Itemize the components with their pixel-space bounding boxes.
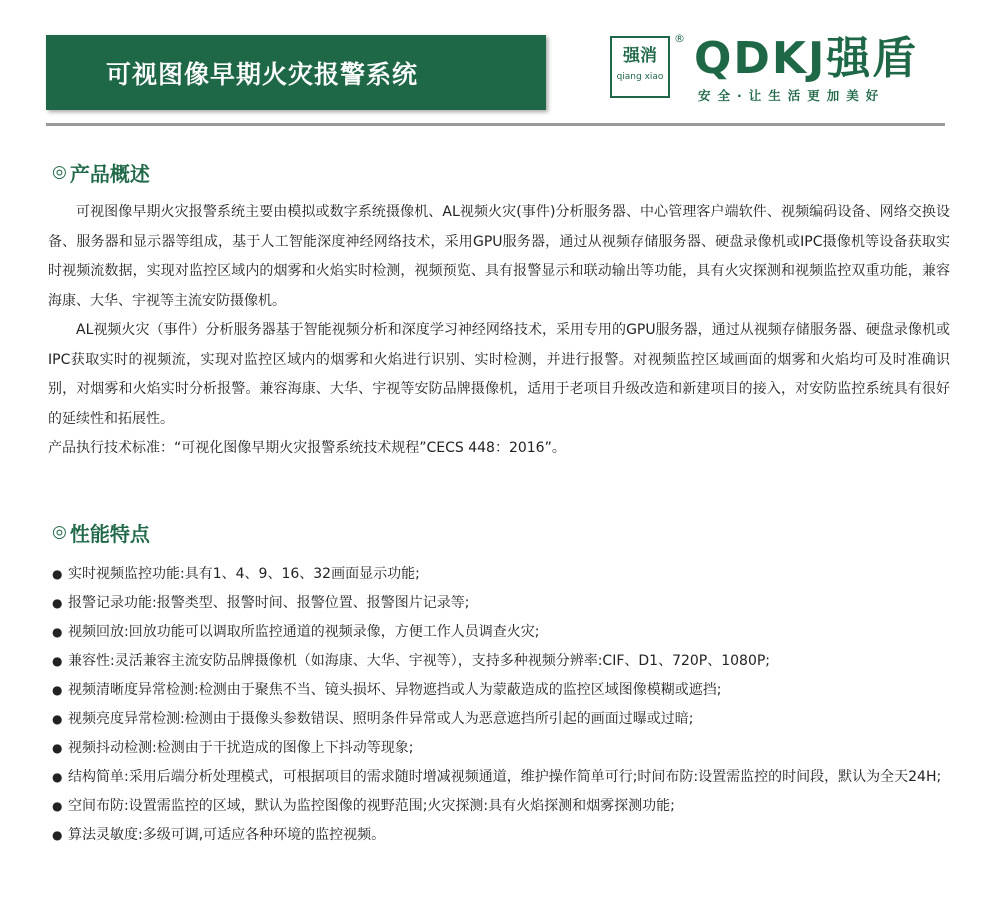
list-item xyxy=(52,560,952,589)
company-logo xyxy=(610,32,948,106)
list-item xyxy=(52,792,952,821)
registered-mark: ® xyxy=(674,32,685,45)
feature-text: 视频回放:回放功能可以调取所监控通道的视频录像，方便工作人员调查火灾; xyxy=(68,624,540,640)
section-title-features: 性能特点 xyxy=(69,521,150,546)
bullet-icon: ● xyxy=(52,828,63,842)
bullet-icon: ● xyxy=(52,741,63,755)
bullet-icon: ● xyxy=(52,654,63,668)
bullet-icon: ● xyxy=(52,712,63,726)
section-title-overview: 产品概述 xyxy=(69,161,150,186)
header-divider xyxy=(46,123,945,126)
list-item xyxy=(52,589,952,618)
list-item xyxy=(52,676,952,705)
title-banner xyxy=(46,35,546,110)
circle-bullet-icon: ◎ xyxy=(52,521,67,542)
features-list xyxy=(52,560,952,850)
overview-paragraph: AL视频火灾（事件）分析服务器基于智能视频分析和深度学习神经网络技术，采用专用的GPU服务器，通过从视频存储服务器、硬盘录像机或IPC获取实时的视频流，实现对监控区域内的烟雾和火焰进行识别、实时检测，并进行报警。对视频监控区域画面的烟雾和火焰均可及时准确识别，对烟雾和火焰实时分析报警。兼容海康、大华、宇视等安防品牌摄像机，适用于老项目升级改造和新建项目的接入，对安防监控系统具有很好的延续性和拓展性。 xyxy=(48,322,950,427)
bullet-icon: ● xyxy=(52,567,63,581)
circle-bullet-icon: ◎ xyxy=(52,161,67,182)
feature-text: 空间布防:设置需监控的区域，默认为监控图像的视野范围;火灾探测:具有火焰探测和烟雾探测功能; xyxy=(68,798,675,814)
bullet-icon: ● xyxy=(52,625,63,639)
bullet-icon: ● xyxy=(52,799,63,813)
section-heading-overview xyxy=(52,157,150,187)
bullet-icon: ● xyxy=(52,770,63,784)
feature-text: 算法灵敏度:多级可调,可适应各种环境的监控视频。 xyxy=(68,827,386,843)
section-heading-features xyxy=(52,517,150,547)
overview-paragraph: 可视图像早期火灾报警系统主要由模拟或数字系统摄像机、AL视频火灾(事件)分析服务器、中心管理客户端软件、视频编码设备、网络交换设备、服务器和显示器等组成，基于人工智能深度神经网络技术，采用GPU服务器，通过从视频存储服务器、硬盘录像机或IPC摄像机等设备获取实时视频流数据，实现对监控区域内的烟雾和火焰实时检测，视频预览、具有报警显示和联动输出等功能，具有火灾探测和视频监控双重功能，兼容海康、大华、宇视等主流安防摄像机。 xyxy=(48,204,950,309)
page-title: 可视图像早期火灾报警系统 xyxy=(106,59,419,89)
standard-statement: 产品执行技术标准：“可视化图像早期火灾报警系统技术规程”CECS 448：2016”。 xyxy=(48,440,566,456)
list-item xyxy=(52,734,952,763)
logo-badge-text: 强消 xyxy=(623,46,657,66)
logo-badge-pinyin: qiang xiao xyxy=(616,72,664,82)
list-item xyxy=(52,618,952,647)
logo-brand-name: QDKJ强盾 xyxy=(694,33,919,84)
logo-slogan: 安全·让生活更加美好 xyxy=(698,88,886,103)
feature-text: 视频抖动检测:检测由于干扰造成的图像上下抖动等现象; xyxy=(68,740,414,756)
feature-text: 视频清晰度异常检测:检测由于聚焦不当、镜头损坏、异物遮挡或人为蒙蔽造成的监控区域图像模糊或遮挡; xyxy=(68,682,722,698)
overview-body xyxy=(48,198,950,464)
feature-text: 兼容性:灵活兼容主流安防品牌摄像机（如海康、大华、宇视等），支持多种视频分辨率:CIF、D1、720P、1080P; xyxy=(68,653,771,669)
feature-text: 报警记录功能:报警类型、报警时间、报警位置、报警图片记录等; xyxy=(68,595,470,611)
logo-badge xyxy=(610,36,670,98)
feature-text: 结构简单:采用后端分析处理模式，可根据项目的需求随时增减视频通道，维护操作简单可行;时间布防:设置需监控的时间段，默认为全天24H; xyxy=(68,769,942,785)
list-item xyxy=(52,647,952,676)
list-item xyxy=(52,763,952,792)
bullet-icon: ● xyxy=(52,683,63,697)
list-item xyxy=(52,705,952,734)
feature-text: 实时视频监控功能:具有1、4、9、16、32画面显示功能; xyxy=(68,566,420,582)
bullet-icon: ● xyxy=(52,596,63,610)
list-item xyxy=(52,821,952,850)
feature-text: 视频亮度异常检测:检测由于摄像头参数错误、照明条件异常或人为恶意遮挡所引起的画面过曝或过暗; xyxy=(68,711,694,727)
